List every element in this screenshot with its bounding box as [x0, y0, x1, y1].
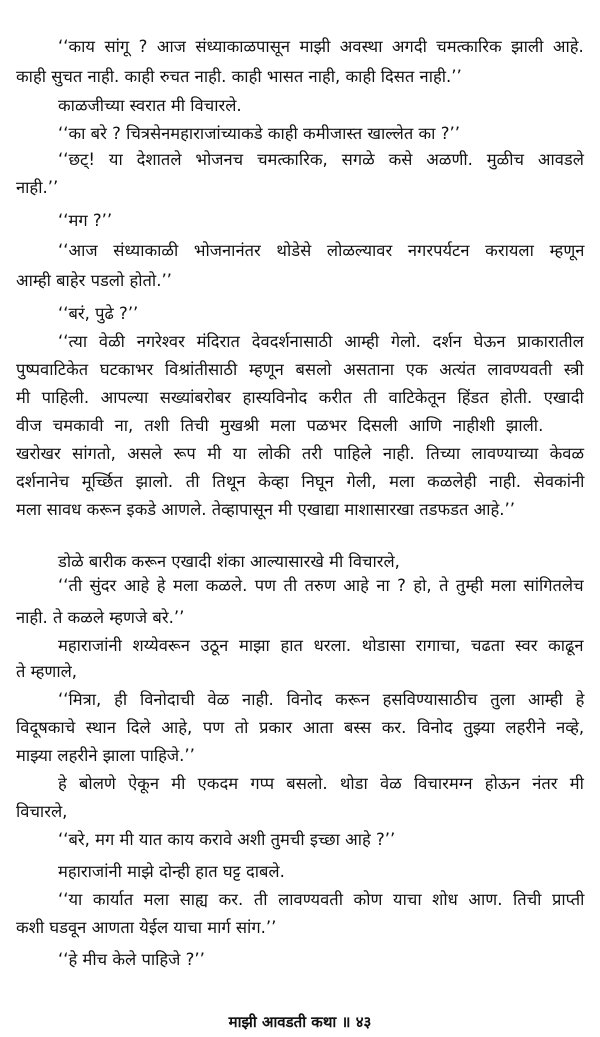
paragraph-line-first: ‘‘का बरे ? चित्रसेनमहाराजांच्याकडे काही कमीजास्त खाल्लेत का ?’’	[58, 124, 460, 143]
page-footer: माझी आवडती कथा ॥ ४३	[228, 1013, 372, 1031]
paragraph-line: आम्ही बाहेर पडलो होतो.’’	[16, 271, 172, 290]
paragraph-line: नाही. ते कळले म्हणजे बरे.’’	[16, 608, 185, 627]
paragraph-line-first: ‘‘बरे, मग मी यात काय करावे अशी तुमची इच्छा आहे ?’’	[58, 830, 396, 849]
paragraph-line-first: ‘‘हे मीच केले पाहिजे ?’’	[58, 950, 205, 969]
paragraph-line-first: हे बोलणे ऐकून मी एकदम गप्प बसलो. थोडा वेळ विचारमग्न होऊन नंतर मी	[58, 774, 584, 793]
paragraph-line-first: ‘‘मग ?’’	[58, 211, 113, 230]
paragraph-line-first: ‘‘त्या वेळी नगरेश्वर मंदिरात देवदर्शनासाठी आम्ही गेलो. दर्शन घेऊन प्राकारातील	[58, 332, 584, 351]
paragraph-line: नाही.’’	[16, 178, 59, 197]
paragraph-line-first: ‘‘ती सुंदर आहे हे मला कळले. पण ती तरुण आहे ना ? हो, ते तुम्ही मला सांगितलेच	[58, 576, 584, 595]
paragraph-line: खरोखर सांगतो, असले रूप मी या लोकी तरी पाहिले नाही. तिच्या लावण्याच्या केवळ	[16, 444, 585, 463]
paragraph-line: वीज चमकावी ना, तशी तिची मुखश्री मला पळभर दिसली आणि नाहीशी झाली.	[16, 416, 544, 435]
paragraph-line: मला सावध करून इकडे आणले. तेव्हापासून मी एखाद्या माशासारखा तडफडत आहे.’’	[16, 500, 515, 519]
paragraph-line: विचारले,	[16, 802, 68, 821]
paragraph-line-first: ‘‘छट्‌! या देशातले भोजनच चमत्कारिक, सगळे कसे अळणी. मुळीच आवडले	[58, 150, 584, 169]
paragraph-line: ते म्हणाले,	[16, 662, 78, 681]
paragraph-line-first: महाराजांनी माझे दोन्ही हात घट्ट दाबले.	[58, 862, 285, 881]
paragraph-line-first: ‘‘बरं, पुढे ?’’	[58, 304, 139, 323]
paragraph-line-first: काळजीच्या स्वरात मी विचारले.	[58, 96, 242, 115]
paragraph-line-first: डोळे बारीक करून एखादी शंका आल्यासारखे मी विचारले,	[58, 552, 400, 571]
paragraph-line-first: ‘‘काय सांगू ? आज संध्याकाळपासून माझी अवस्था अगदी चमत्कारिक झाली आहे.	[58, 37, 584, 56]
paragraph-line: मी पाहिली. आपल्या सख्यांबरोबर हास्यविनोद करीत ती वाटिकेतून हिंडत होती. एखादी	[16, 388, 584, 407]
paragraph-line-first: महाराजांनी शय्येवरून उठून माझा हात धरला. थोडासा रागाचा, चढता स्वर काढून	[58, 636, 584, 655]
paragraph-line: दर्शनानेच मूर्च्छित झालो. ती तिथून केव्हा निघून गेली, मला कळलेही नाही. सेवकांनी	[16, 472, 585, 491]
paragraph-line-first: ‘‘आज संध्याकाळी भोजनानंतर थोडेसे लोळल्यावर नगरपर्यटन करायला म्हणून	[58, 241, 585, 260]
paragraph-line: काही सुचत नाही. काही रुचत नाही. काही भासत नाही, काही दिसत नाही.’’	[16, 67, 462, 86]
paragraph-line: कशी घडवून आणता येईल याचा मार्ग सांग.’’	[16, 918, 277, 937]
paragraph-line: विदूषकाचे स्थान दिले आहे, पण तो प्रकार आता बस्स कर. विनोद तुझ्या लहरीने नव्हे,	[16, 718, 585, 737]
paragraph-line: पुष्पवाटिकेत घटकाभर विश्रांतीसाठी म्हणून बसलो असताना एक अत्यंत लावण्यवती स्त्री	[16, 360, 584, 379]
paragraph-line: माझ्या लहरीने झाला पाहिजे.’’	[16, 746, 195, 765]
paragraph-line-first: ‘‘या कार्यात मला साह्य कर. ती लावण्यवती कोण याचा शोध आण. तिची प्राप्ती	[58, 890, 585, 909]
paragraph-line-first: ‘‘मित्रा, ही विनोदाची वेळ नाही. विनोद करून हसविण्यासाठीच तुला आम्ही हे	[58, 690, 585, 709]
